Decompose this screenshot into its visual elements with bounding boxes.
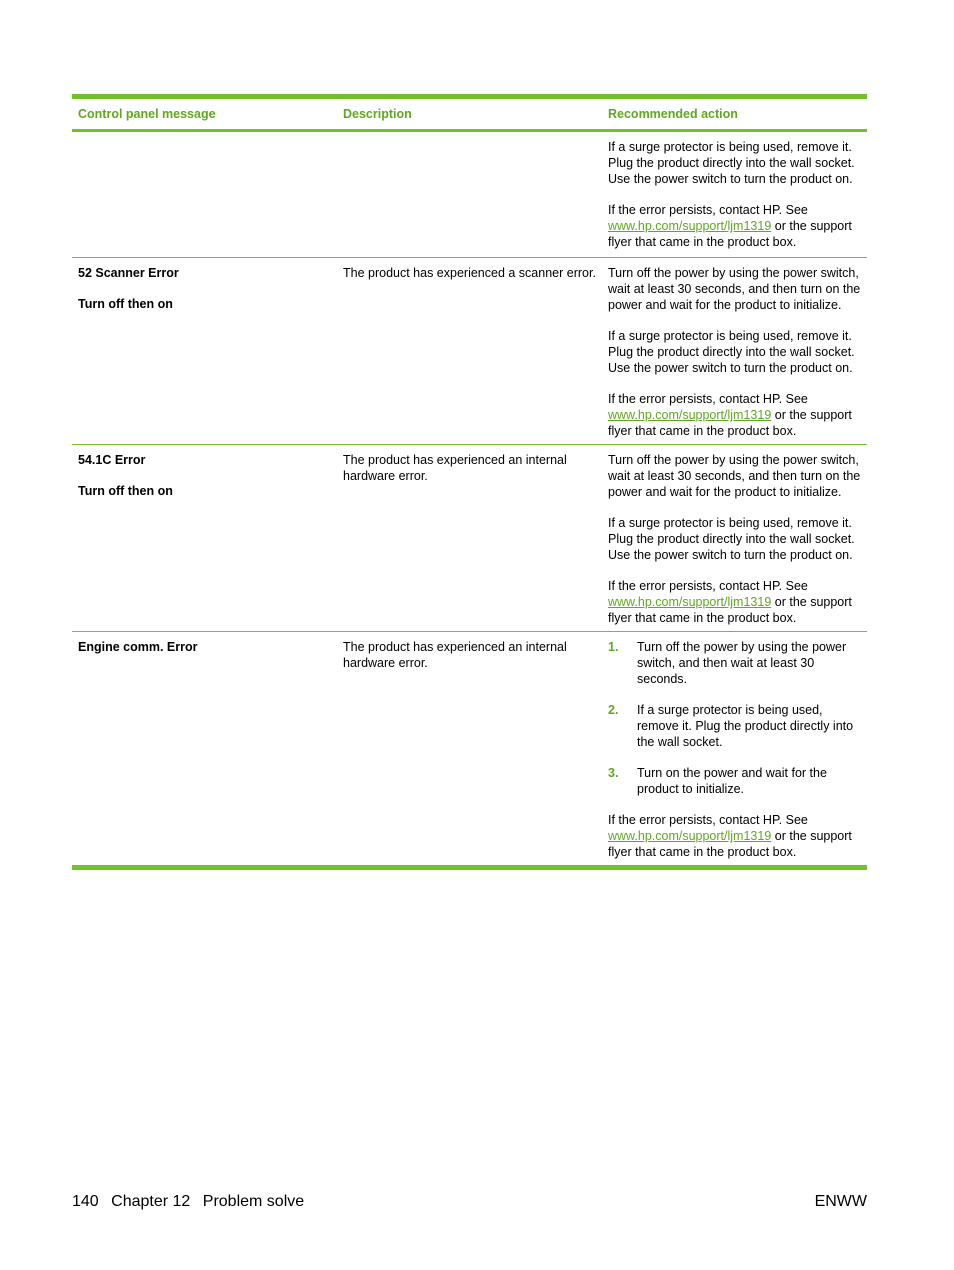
support-link[interactable]: www.hp.com/support/ljm1319	[608, 219, 772, 233]
page-footer-right: ENWW	[814, 1193, 867, 1210]
step-text: Turn on the power and wait for the product to initialize.	[637, 766, 827, 796]
description-text: The product has experienced an internal hardware error.	[343, 453, 567, 483]
contact-suffix: or the support flyer that came in the product box.	[608, 219, 852, 249]
table-row	[72, 258, 867, 445]
error-message-table	[72, 94, 867, 870]
support-link[interactable]: www.hp.com/support/ljm1319	[608, 595, 772, 609]
contact-suffix: or the support flyer that came in the product box.	[608, 829, 852, 859]
chapter-label: Chapter 12	[111, 1193, 191, 1210]
message-title: 52 Scanner Error	[78, 266, 179, 280]
header-control-panel-message: Control panel message	[78, 107, 216, 121]
message-cell	[72, 445, 337, 631]
action-cell	[602, 445, 867, 631]
contact-paragraph	[608, 202, 861, 250]
step-item	[608, 639, 861, 687]
step-item	[608, 765, 861, 797]
description-cell	[337, 632, 602, 865]
message-cell	[72, 632, 337, 865]
header-description: Description	[343, 107, 412, 121]
message-subtitle: Turn off then on	[78, 484, 173, 498]
contact-prefix: If the error persists, contact HP. See	[608, 579, 808, 593]
message-title: Engine comm. Error	[78, 640, 198, 654]
action-cell	[602, 258, 867, 444]
support-link[interactable]: www.hp.com/support/ljm1319	[608, 829, 772, 843]
action-cell	[602, 132, 867, 257]
description-cell	[337, 258, 602, 444]
contact-prefix: If the error persists, contact HP. See	[608, 813, 808, 827]
action-paragraph: Turn off the power by using the power switch, wait at least 30 seconds, and then turn on the power and wait for the product to initialize.	[608, 453, 861, 499]
action-paragraph: If a surge protector is being used, remove it. Plug the product directly into the wall socket. Use the power switch to turn the product on.	[608, 516, 855, 562]
contact-paragraph	[608, 812, 861, 860]
table-row	[72, 445, 867, 632]
step-number: 3.	[608, 766, 619, 780]
action-cell	[602, 632, 867, 865]
message-subtitle: Turn off then on	[78, 297, 173, 311]
step-text: Turn off the power by using the power switch, and then wait at least 30 seconds.	[637, 640, 847, 686]
action-paragraph: If a surge protector is being used, remove it. Plug the product directly into the wall socket. Use the power switch to turn the product on.	[608, 140, 855, 186]
step-number: 1.	[608, 640, 619, 654]
page-number: 140	[72, 1193, 99, 1210]
table-header	[72, 99, 867, 132]
step-text: If a surge protector is being used, remove it. Plug the product directly into the wall socket.	[637, 703, 854, 749]
contact-suffix: or the support flyer that came in the product box.	[608, 408, 852, 438]
description-text: The product has experienced an internal hardware error.	[343, 640, 567, 670]
contact-paragraph	[608, 578, 861, 626]
description-text: The product has experienced a scanner error.	[343, 266, 596, 280]
contact-suffix: or the support flyer that came in the product box.	[608, 595, 852, 625]
step-item	[608, 702, 861, 750]
action-paragraph: Turn off the power by using the power switch, wait at least 30 seconds, and then turn on the power and wait for the product to initialize.	[608, 266, 861, 312]
step-number: 2.	[608, 703, 619, 717]
contact-prefix: If the error persists, contact HP. See	[608, 203, 808, 217]
message-cell	[72, 258, 337, 444]
contact-prefix: If the error persists, contact HP. See	[608, 392, 808, 406]
section-label: Problem solve	[202, 1193, 305, 1210]
contact-paragraph	[608, 391, 861, 439]
description-cell	[337, 445, 602, 631]
action-paragraph: If a surge protector is being used, remove it. Plug the product directly into the wall socket. Use the power switch to turn the product on.	[608, 329, 855, 375]
header-recommended-action: Recommended action	[608, 107, 738, 121]
support-link[interactable]: www.hp.com/support/ljm1319	[608, 408, 772, 422]
page-footer-left	[72, 1193, 312, 1211]
description-cell	[337, 132, 602, 257]
message-title: 54.1C Error	[78, 453, 146, 467]
table-row	[72, 132, 867, 258]
message-cell	[72, 132, 337, 257]
table-row	[72, 632, 867, 865]
